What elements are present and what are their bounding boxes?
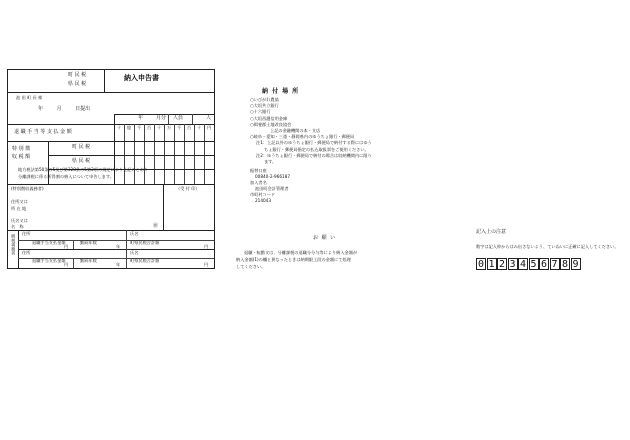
yen-unit: 円 bbox=[204, 262, 209, 267]
address-label: 住所又は bbox=[11, 199, 28, 204]
account-number: 00840-2-966187 bbox=[255, 174, 290, 179]
digit-divider bbox=[134, 124, 135, 184]
total-tax-label: 町県民税合計額 bbox=[130, 240, 160, 245]
period-month: 月分 bbox=[156, 115, 167, 121]
payment-place-title: 納 付 場 所 bbox=[262, 88, 300, 95]
divider bbox=[8, 141, 214, 142]
law-statement-2: 分離課税に係る所得割の納入について申告します。 bbox=[18, 174, 114, 179]
town-tax-label: 町 民 税 bbox=[72, 144, 91, 150]
digit-unit-label: 千 bbox=[177, 125, 182, 130]
service-years-label: 勤続年数 bbox=[80, 240, 97, 245]
digit-unit-label: 十 bbox=[117, 125, 122, 130]
notes-title: 記入上の注意 bbox=[476, 229, 507, 235]
digit-divider bbox=[174, 124, 175, 184]
years-unit: 年 bbox=[116, 244, 121, 249]
digit-divider bbox=[124, 124, 125, 184]
payment-place-item: ○大垣共立銀行 bbox=[250, 103, 279, 109]
digit-divider bbox=[194, 124, 195, 184]
divider bbox=[8, 184, 214, 185]
digit-sample-row bbox=[476, 258, 581, 270]
digit-sample: 7 bbox=[551, 259, 558, 270]
payment-place-item: ○いびがわ農協 bbox=[250, 97, 279, 102]
digit-sample: 4 bbox=[519, 259, 527, 270]
divider bbox=[104, 70, 105, 92]
digit-sample: 2 bbox=[498, 259, 506, 270]
payment-place-item: 上記の金融機関の本・支店 bbox=[270, 128, 321, 133]
notes-body: 数字は記入枠からはみ出さないよう、ていねいに正確に記入してください。 bbox=[476, 244, 619, 249]
divider bbox=[114, 114, 115, 124]
law-statement-1: 地方税法第50条の5及び第328条の5第2項の規定により上記のとおり bbox=[18, 167, 149, 172]
tax-return-form bbox=[7, 69, 215, 269]
account-label: 振替口座 bbox=[250, 168, 267, 173]
digit-unit-label: 円 bbox=[207, 125, 212, 130]
digit-sample: 5 bbox=[530, 259, 537, 270]
digit-sample: 0 bbox=[477, 259, 485, 270]
digit-sample: 6 bbox=[540, 259, 548, 270]
digit-sample: 9 bbox=[572, 259, 579, 270]
digit-divider bbox=[204, 124, 205, 184]
special-collection-label-1: 特 別 徴 bbox=[12, 146, 31, 152]
digit-divider bbox=[164, 124, 165, 184]
taxpayer-side-label: 納税義務者 bbox=[11, 234, 17, 255]
divider bbox=[163, 184, 164, 230]
receipt-stamp: （受 付 印） bbox=[176, 186, 200, 191]
special-collection-label-2: 収 税 額 bbox=[12, 154, 31, 160]
request-body-1: 退職・転勤又は、分離課税の退職分分与等により納入金額が bbox=[244, 250, 358, 255]
residence-label: 所 在 地 bbox=[11, 206, 27, 211]
pref-tax-label: 県 民 税 bbox=[72, 158, 91, 164]
digit-sample: 3 bbox=[509, 259, 516, 270]
service-years-label: 勤続年数 bbox=[80, 258, 97, 263]
name-label: 名 称 bbox=[11, 224, 24, 229]
divider bbox=[8, 230, 214, 231]
payment-place-item: 注1：上記以外のゆうちょ銀行・郵便局で納付する際にはゆう bbox=[256, 140, 372, 146]
payment-place-item: ちょ銀行・郵便局指定の払込取扱票をご使用ください。 bbox=[264, 146, 369, 152]
total-tax-label: 町県民税合計額 bbox=[130, 258, 160, 263]
payment-place-item: 注2：ゆうちょ銀行・郵便局で納付の場合は収納機関内に限り bbox=[256, 152, 372, 158]
divider bbox=[48, 155, 214, 156]
digit-divider bbox=[154, 124, 155, 184]
digit-sample: 1 bbox=[488, 259, 495, 270]
payment-place-item: ○十六銀行 bbox=[250, 109, 271, 115]
collector-label: (特別徴収義務者) bbox=[11, 186, 44, 191]
taxpayer-address-label: 住所 bbox=[22, 250, 31, 255]
digit-unit-label: 百 bbox=[147, 125, 152, 130]
form-title: 納入申告書 bbox=[124, 74, 159, 82]
yen-unit: 円 bbox=[64, 244, 69, 249]
yen-unit: 円 bbox=[64, 262, 69, 267]
submit-date: 年 月 日提出 bbox=[38, 106, 91, 112]
request-body-3: してください。 bbox=[236, 264, 266, 269]
digit-unit-label: 万 bbox=[167, 125, 172, 130]
divider bbox=[8, 92, 214, 93]
payment-place-item: ○大垣西濃信用金庫 bbox=[250, 115, 288, 121]
yen-unit: 円 bbox=[204, 244, 209, 249]
name-label: 氏名又は bbox=[11, 218, 28, 223]
divider bbox=[114, 124, 115, 184]
payment-place-item: ます。 bbox=[264, 159, 277, 164]
seal-mark: ㊞ bbox=[153, 223, 159, 229]
subscriber-label: 加入者名 bbox=[250, 180, 267, 185]
years-unit: 年 bbox=[116, 262, 121, 267]
taxpayer-address-label: 住所 bbox=[22, 231, 31, 236]
taxpayer-name-label: 氏名 bbox=[130, 250, 139, 255]
taxpayer-name-label: 氏名 bbox=[130, 231, 139, 236]
municipality-code: 214043 bbox=[255, 198, 271, 203]
digit-sample: 8 bbox=[561, 259, 569, 270]
payment-place-item: ○岐阜・愛知・三重・静岡県内のゆうちょ銀行・郵便局 bbox=[250, 134, 355, 140]
subscriber-name: 池田町会計管理者 bbox=[255, 186, 289, 191]
digit-divider bbox=[144, 124, 145, 184]
retirement-pay-label: 退職手当支払金額 bbox=[32, 258, 66, 263]
municipality-code-label: 市町村コード bbox=[250, 192, 276, 197]
headcount-label: 人員 bbox=[173, 115, 184, 121]
digit-unit-label: 十 bbox=[157, 125, 162, 130]
digit-unit-label: 千 bbox=[137, 125, 142, 130]
recipient: 池 田 町 長 様 bbox=[16, 95, 43, 100]
request-title: お 願 い bbox=[313, 235, 337, 241]
digit-unit-label: 億 bbox=[127, 125, 132, 130]
period-year: 年 bbox=[138, 115, 144, 121]
digit-divider bbox=[184, 124, 185, 184]
tax-type-label: 県 民 税 bbox=[68, 81, 87, 87]
person-unit: 人 bbox=[206, 115, 212, 121]
digit-unit-label: 十 bbox=[197, 125, 202, 130]
retirement-amount-label: 退 職 手 当 等 支 払 金 額 bbox=[14, 129, 72, 135]
digit-unit-label: 百 bbox=[187, 125, 192, 130]
tax-type-label: 町 民 税 bbox=[68, 72, 87, 78]
retirement-pay-label: 退職手当支払金額 bbox=[32, 240, 66, 245]
payment-place-item: ○揖斐郡土地改良協会 bbox=[250, 121, 292, 127]
request-body-2: 納入金額(1)の欄と異なったときは納期限上段の金額にて処理 bbox=[236, 257, 351, 262]
